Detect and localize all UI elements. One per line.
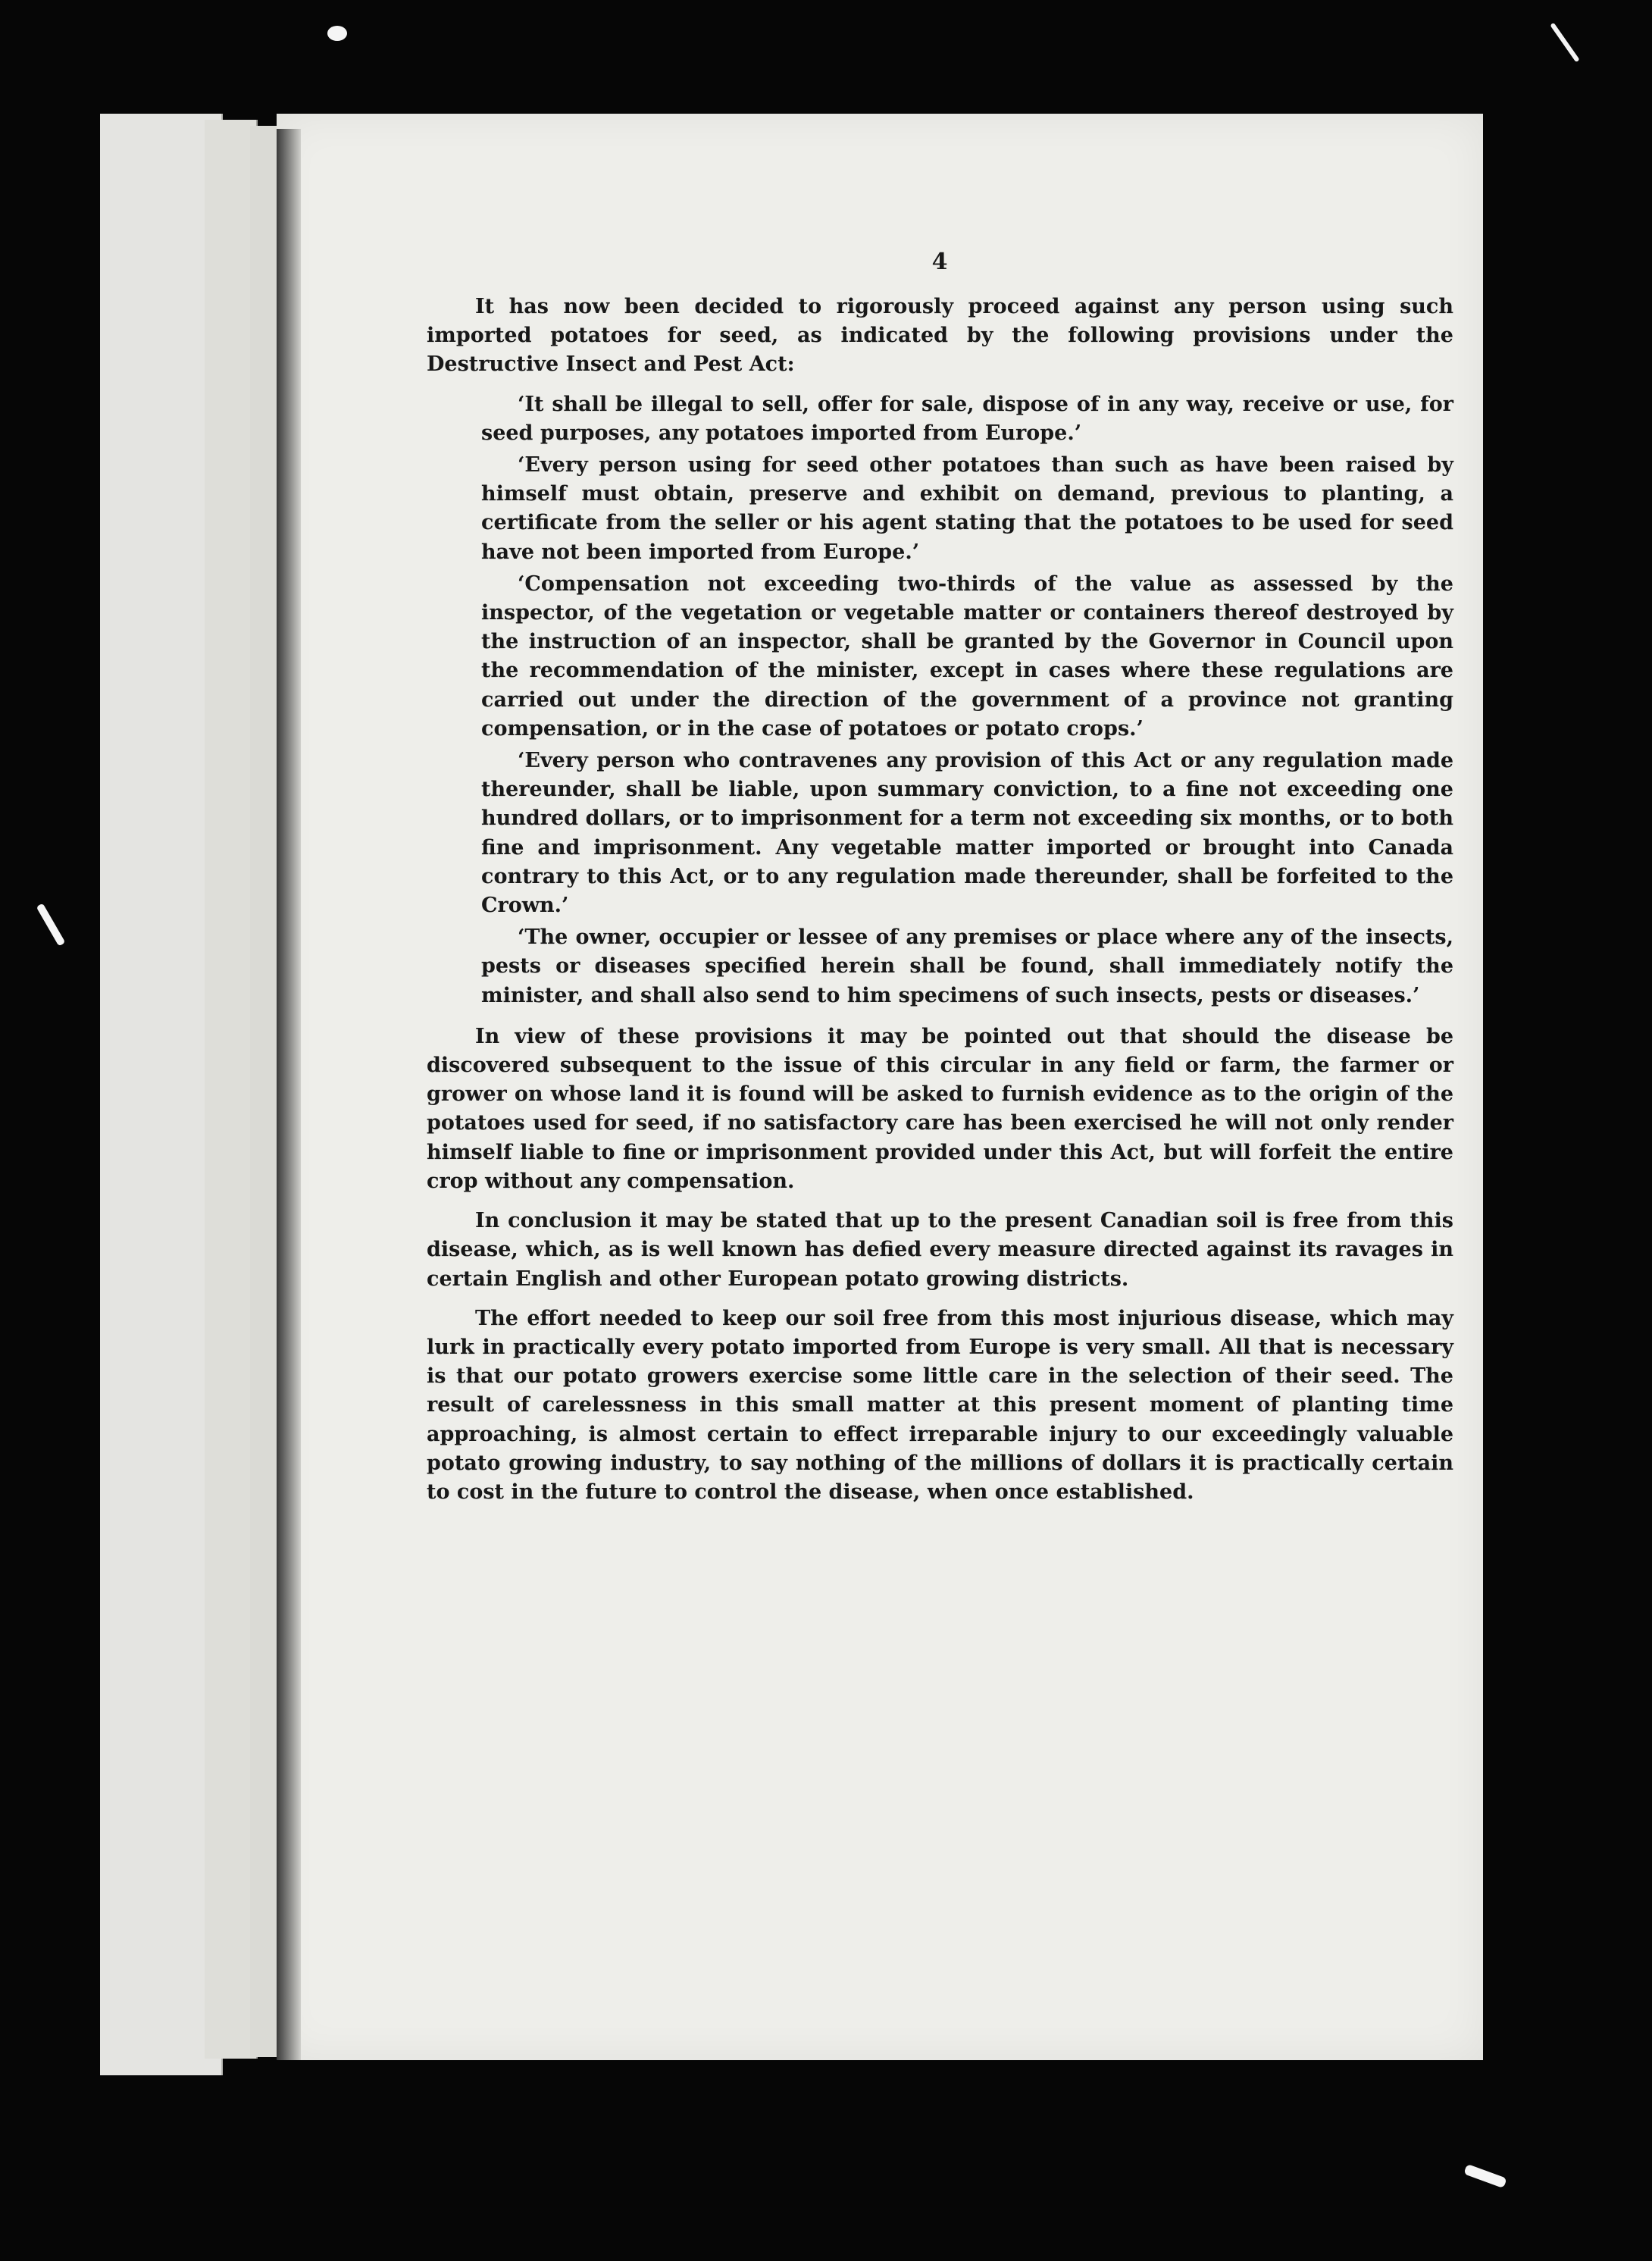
provision-quote-3: ‘Compensation not exceeding two-thirds of the value as assessed by the inspector, of the vegetation or vegetable matter or containers thereof destroyed by the instruction of an inspector, shall be granted by the Governor in Council upon the recommendation of the minister, except in cases where these regulations are carried out under the direction of the government of a province not granting compensation, or in the case of potatoes or potato crops.’ bbox=[481, 572, 1453, 741]
scan-speck bbox=[1550, 23, 1579, 63]
provision-quote-2: ‘Every person using for seed other potatoes than such as have been raised by himself must obtain, preserve and exhibit on demand, previous to planting, a certificate from the seller or his agent stating that the potatoes to be used for seed have not been imported from Europe.’ bbox=[481, 453, 1453, 564]
intro-paragraph: It has now been decided to rigorously proceed against any person using such imported potatoes for seed, as indicated by the following provisions under the Destructive Insect and Pest Act: bbox=[427, 295, 1453, 377]
paragraph-view: In view of these provisions it may be pointed out that should the disease be discovered subsequent to the issue of this circular in any field or farm, the farmer or grower on whose land it is found will be asked to furnish evidence as to the origin of the potatoes used for seed, if no satisfactory care has been exercised he will not only render himself liable to fine or imprisonment provided under this Act, but will forfeit the entire crop without any compensation. bbox=[427, 1024, 1453, 1193]
provision-quote-1: ‘It shall be illegal to sell, offer for sale, dispose of in any way, receive or use, for seed purposes, any potatoes imported from Europe.’ bbox=[481, 392, 1453, 445]
scan-speck bbox=[36, 903, 66, 947]
paragraph-conclusion: In conclusion it may be stated that up to the present Canadian soil is free from this disease, which, as is well known has defied every measure directed against its ravages in certain English and other European potato growing districts. bbox=[427, 1209, 1453, 1291]
document-page bbox=[277, 114, 1483, 2060]
page-number: 4 bbox=[931, 249, 948, 275]
scan-speck bbox=[327, 26, 347, 41]
backing-sheet-edge-inner bbox=[250, 126, 280, 2057]
document-body bbox=[427, 293, 1453, 1517]
provision-quote-5: ‘The owner, occupier or lessee of any premises or place where any of the insects, pests or diseases specified herein shall be found, shall immediately notify the minister, and shall also send to him specimens of such insects, pests or diseases.’ bbox=[481, 925, 1453, 1007]
provision-quote-4: ‘Every person who contravenes any provision of this Act or any regulation made thereunder, shall be liable, upon summary conviction, to a fine not exceeding one hundred dollars, or to imprisonment for a term not exceeding six months, or to both fine and imprisonment. Any vegetable matter imported or brought into Canada contrary to this Act, or to any regulation made thereunder, shall be forfeited to the Crown.’ bbox=[481, 749, 1453, 918]
scan-speck bbox=[1463, 2164, 1507, 2188]
binding-shadow bbox=[277, 129, 301, 2060]
paragraph-effort: The effort needed to keep our soil free from this most injurious disease, which may lurk in practically every potato imported from Europe is very small. All that is necessary is that our potato growers exercise some little care in the selection of their seed. The result of carelessness in this small matter at this present moment of planting time approaching, is almost certain to effect irreparable injury to our exceedingly valuable potato growing industry, to say nothing of the millions of dollars it is practically certain to cost in the future to control the disease, when once established. bbox=[427, 1306, 1453, 1504]
